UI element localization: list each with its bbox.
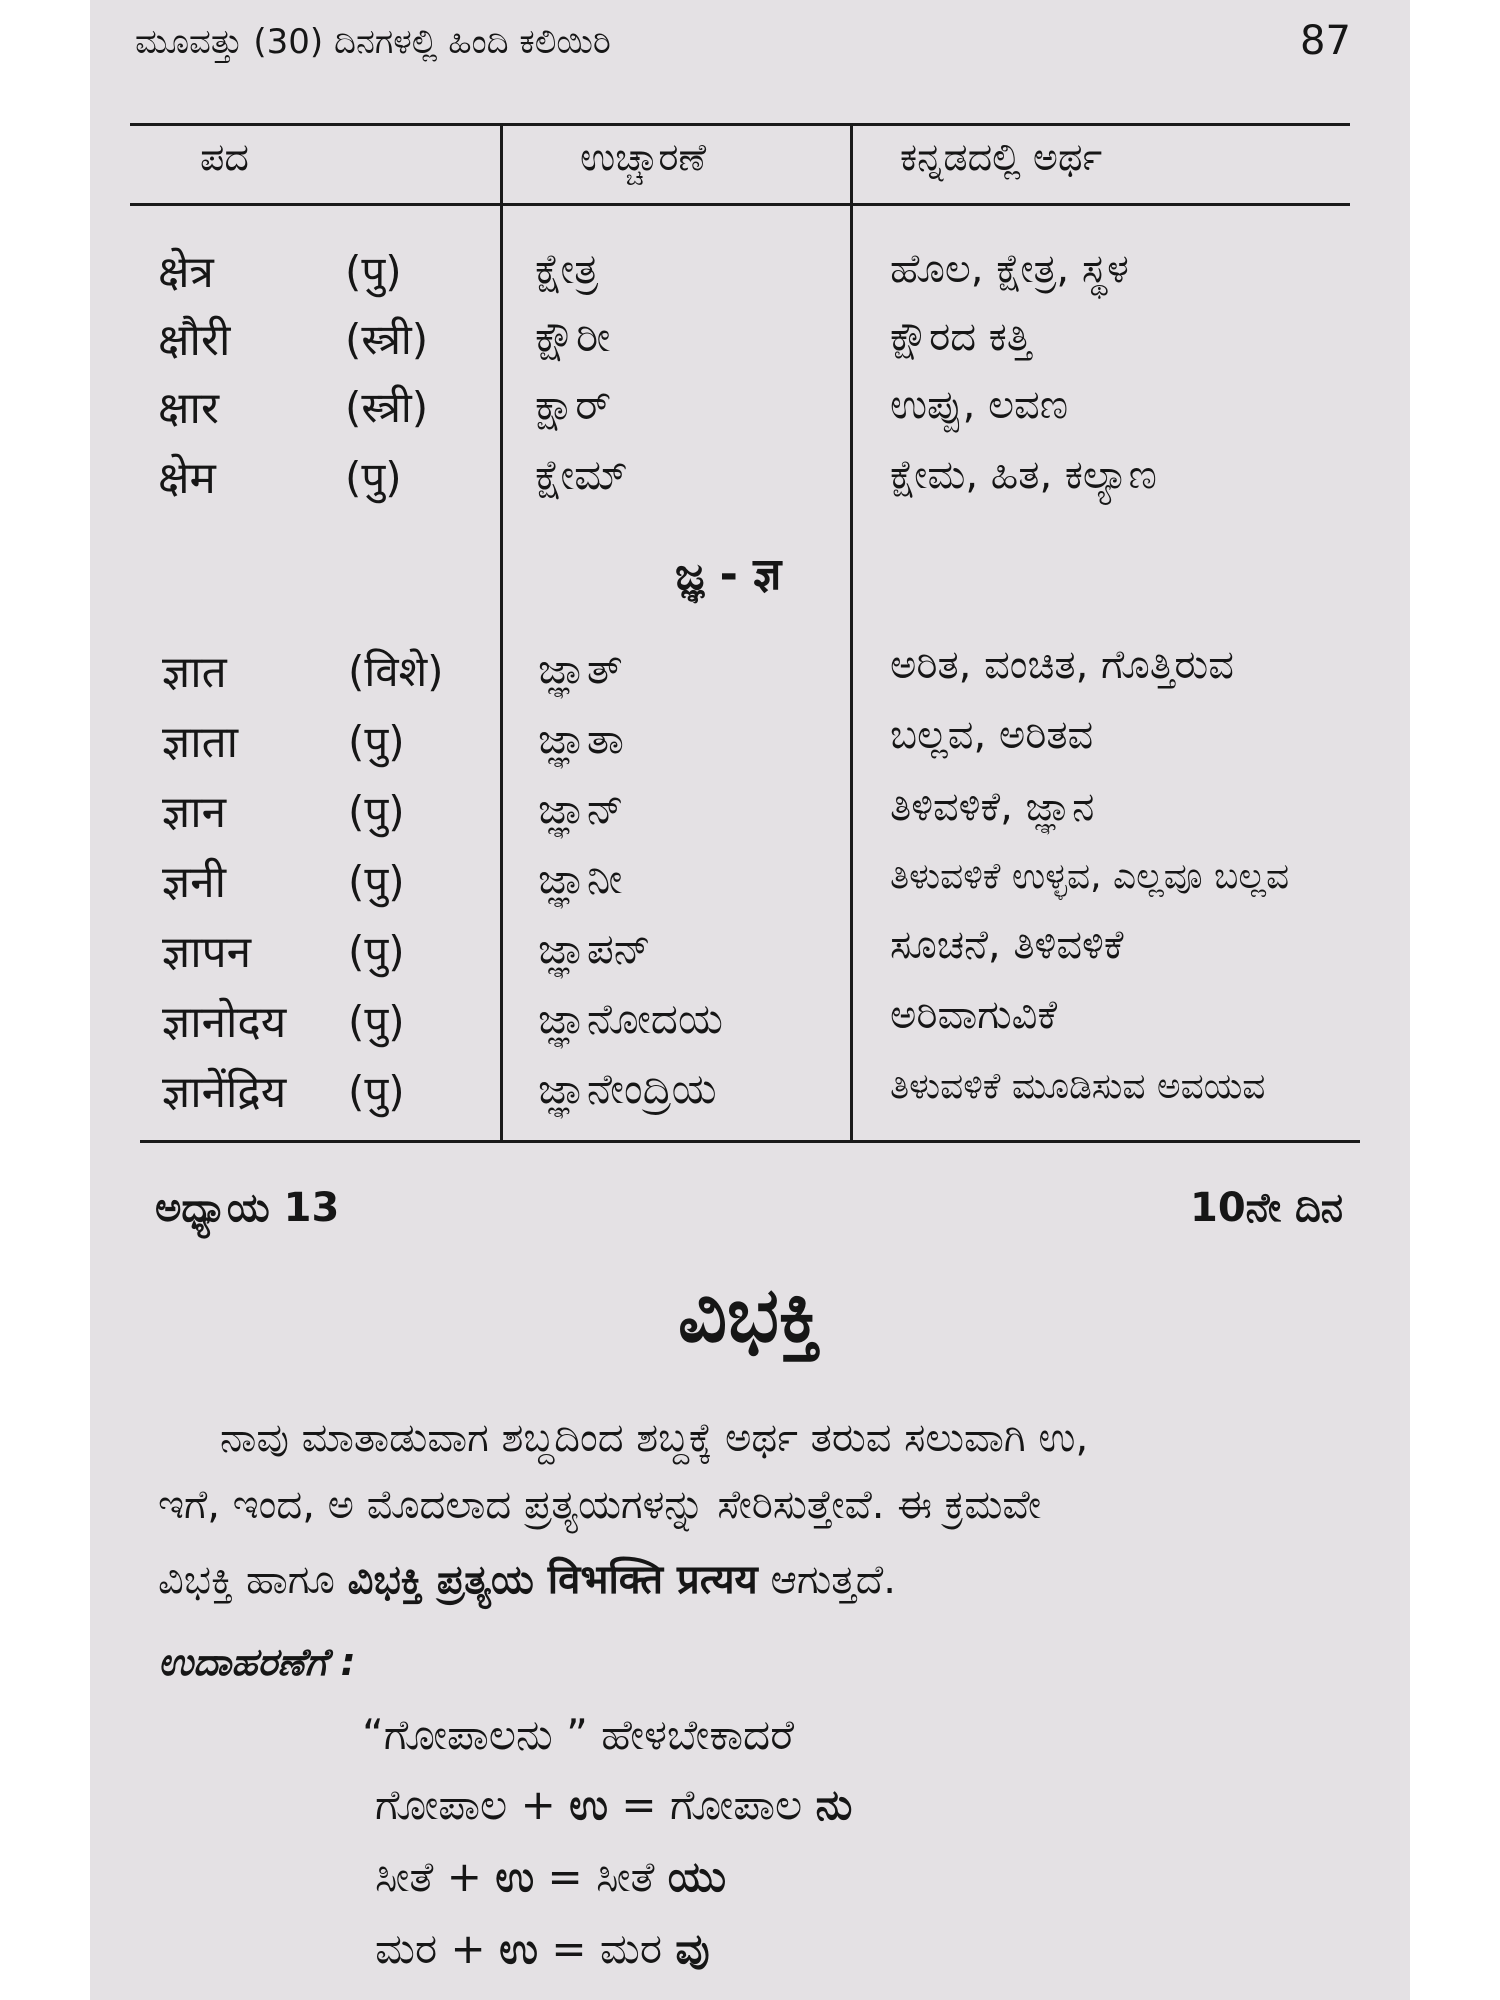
example-stem: ಗೋಪಾಲ	[375, 1780, 508, 1829]
gender: (स्त्री)	[345, 315, 429, 364]
pronunciation: ಕ್ಷೇಮ್	[535, 450, 628, 499]
table-bottom-rule	[140, 1140, 1360, 1143]
pronunciation: ಜ್ಞಾತಾ	[538, 714, 624, 763]
paragraph-line: ಇಗೆ, ಇಂದ, ಅ ಮೊದಲಾದ ಪ್ರತ್ಯಯಗಳನ್ನು ಸೇರಿಸುತ್ತೇವೆ. ಈ ಕ್ರಮವೇ	[158, 1482, 1042, 1528]
examples-label: ಉದಾಹರಣೆಗೆ :	[158, 1640, 356, 1684]
hindi-word: क्षेम	[158, 453, 216, 504]
hindi-word: क्षार	[158, 383, 219, 434]
meaning: ಅರಿವಾಗುವಿಕೆ	[890, 992, 1058, 1038]
meaning: ತಿಳುವಳಿಕೆ ಉಳ್ಳವ, ಎಲ್ಲವೂ ಬಲ್ಲವ	[890, 856, 1290, 897]
pronunciation: ಕ್ಷಾರ್	[535, 380, 612, 429]
meaning: ಬಲ್ಲವ, ಅರಿತವ	[890, 712, 1094, 758]
gender: (पु)	[345, 453, 402, 502]
table-divider-2	[850, 123, 853, 1140]
hindi-word: क्षेत्र	[158, 247, 214, 298]
column-header-meaning: ಕನ್ನಡದಲ್ಲಿ ಅರ್ಥ	[900, 135, 1103, 179]
meaning: ಕ್ಷೌರದ ಕತ್ತಿ	[890, 314, 1032, 360]
hindi-word: ज्ञापन	[162, 927, 252, 978]
hindi-word: ज्ञनी	[162, 857, 227, 908]
pronunciation: ಜ್ಞಾನ್	[538, 784, 624, 833]
gender: (पु)	[348, 997, 405, 1046]
example-result-suffix: ಯು	[667, 1852, 727, 1901]
gender: (पु)	[348, 857, 405, 906]
hindi-word: ज्ञानोदय	[162, 997, 287, 1048]
example-row: ಗೋಪಾಲ + ಉ = ಗೋಪಾಲ ನು	[375, 1780, 853, 1829]
paragraph-text: ಆಗುತ್ತದೆ.	[757, 1557, 896, 1603]
meaning: ಅರಿತ, ವಂಚಿತ, ಗೊತ್ತಿರುವ	[890, 642, 1234, 688]
meaning: ಕ್ಷೇಮ, ಹಿತ, ಕಲ್ಯಾಣ	[890, 452, 1157, 498]
hindi-word: क्षौरी	[158, 315, 231, 366]
paragraph-text: ವಿಭಕ್ತಿ ಹಾಗೂ	[158, 1557, 348, 1603]
hindi-word: ज्ञाता	[162, 717, 239, 768]
gender: (पु)	[345, 247, 402, 296]
example-stem: ಮರ	[599, 1924, 663, 1973]
day-label: 10ನೇ ದಿನ	[1190, 1185, 1344, 1231]
hindi-word: ज्ञात	[162, 647, 227, 698]
example-result-suffix: ವು	[675, 1924, 710, 1973]
paragraph-bold-term: ವಿಭಕ್ತಿ ಪ್ರತ್ಯಯ विभक्ति प्रत्यय	[347, 1557, 758, 1603]
example-stem: ಸೀತೆ	[596, 1852, 655, 1901]
paragraph-line: ನಾವು ಮಾತಾಡುವಾಗ ಶಬ್ದದಿಂದ ಶಬ್ದಕ್ಕೆ ಅರ್ಥ ತರುವ ಸಲುವಾಗಿ ಉ,	[220, 1415, 1089, 1461]
book-page	[90, 0, 1410, 2000]
example-intro: “ಗೋಪಾಲನು ” ಹೇಳಬೇಕಾದರೆ	[362, 1710, 795, 1759]
table-header-rule	[130, 203, 1350, 206]
pronunciation: ಕ್ಷೌರೀ	[535, 312, 611, 361]
pronunciation: ಜ್ಞಾತ್	[538, 644, 623, 693]
gender: (पु)	[348, 717, 405, 766]
example-result-suffix: ನು	[815, 1780, 853, 1829]
gender: (पु)	[348, 787, 405, 836]
page-number: 87	[1300, 18, 1351, 64]
pronunciation: ಜ್ಞಾನೀ	[538, 854, 623, 903]
hindi-word: ज्ञानेंद्रिय	[162, 1067, 287, 1118]
meaning: ತಿಳುವಳಿಕೆ ಮೂಡಿಸುವ ಅವಯವ	[890, 1066, 1266, 1107]
table-divider-1	[500, 123, 503, 1140]
pronunciation: ಕ್ಷೇತ್ರ	[535, 244, 599, 293]
section-subheading: ಜ್ಞ - ज्ञ	[675, 549, 782, 600]
example-stem: ಸೀತೆ	[375, 1852, 434, 1901]
paragraph-line	[158, 1550, 896, 1605]
example-stem: ಗೋಪಾಲ	[669, 1780, 803, 1829]
gender: (पु)	[348, 1067, 405, 1116]
meaning: ಉಪ್ಪು, ಲವಣ	[890, 382, 1069, 428]
example-suffix: ಉ	[499, 1924, 538, 1973]
example-row: ಸೀತೆ + ಉ = ಸೀತೆ ಯು	[375, 1852, 727, 1901]
example-suffix: ಉ	[569, 1780, 609, 1829]
example-stem: ಮರ	[375, 1924, 438, 1973]
column-header-word: ಪದ	[200, 135, 249, 179]
hindi-word: ज्ञान	[162, 787, 227, 838]
table-top-rule	[130, 123, 1350, 126]
meaning: ತಿಳಿವಳಿಕೆ, ಜ್ಞಾನ	[890, 784, 1095, 830]
meaning: ಹೊಲ, ಕ್ಷೇತ್ರ, ಸ್ಥಳ	[890, 246, 1129, 292]
pronunciation: ಜ್ಞಾನೇಂದ್ರಿಯ	[538, 1064, 717, 1113]
chapter-number: ಅಧ್ಯಾಯ 13	[155, 1185, 340, 1231]
example-row: ಮರ + ಉ = ಮರ ವು	[375, 1924, 710, 1973]
pronunciation: ಜ್ಞಾಪನ್	[538, 924, 651, 973]
gender: (स्त्री)	[345, 383, 429, 432]
chapter-title: ವಿಭಕ್ತಿ	[678, 1270, 821, 1359]
pronunciation: ಜ್ಞಾನೋದಯ	[538, 994, 723, 1043]
column-header-pronunciation: ಉಚ್ಚಾರಣೆ	[580, 135, 707, 179]
meaning: ಸೂಚನೆ, ತಿಳಿವಳಿಕೆ	[890, 922, 1124, 968]
gender: (पु)	[348, 927, 405, 976]
gender: (विशे)	[348, 647, 444, 696]
example-suffix: ಉ	[495, 1852, 535, 1901]
running-title: ಮೂವತ್ತು (30) ದಿನಗಳಲ್ಲಿ ಹಿಂದಿ ಕಲಿಯಿರಿ	[135, 22, 611, 62]
